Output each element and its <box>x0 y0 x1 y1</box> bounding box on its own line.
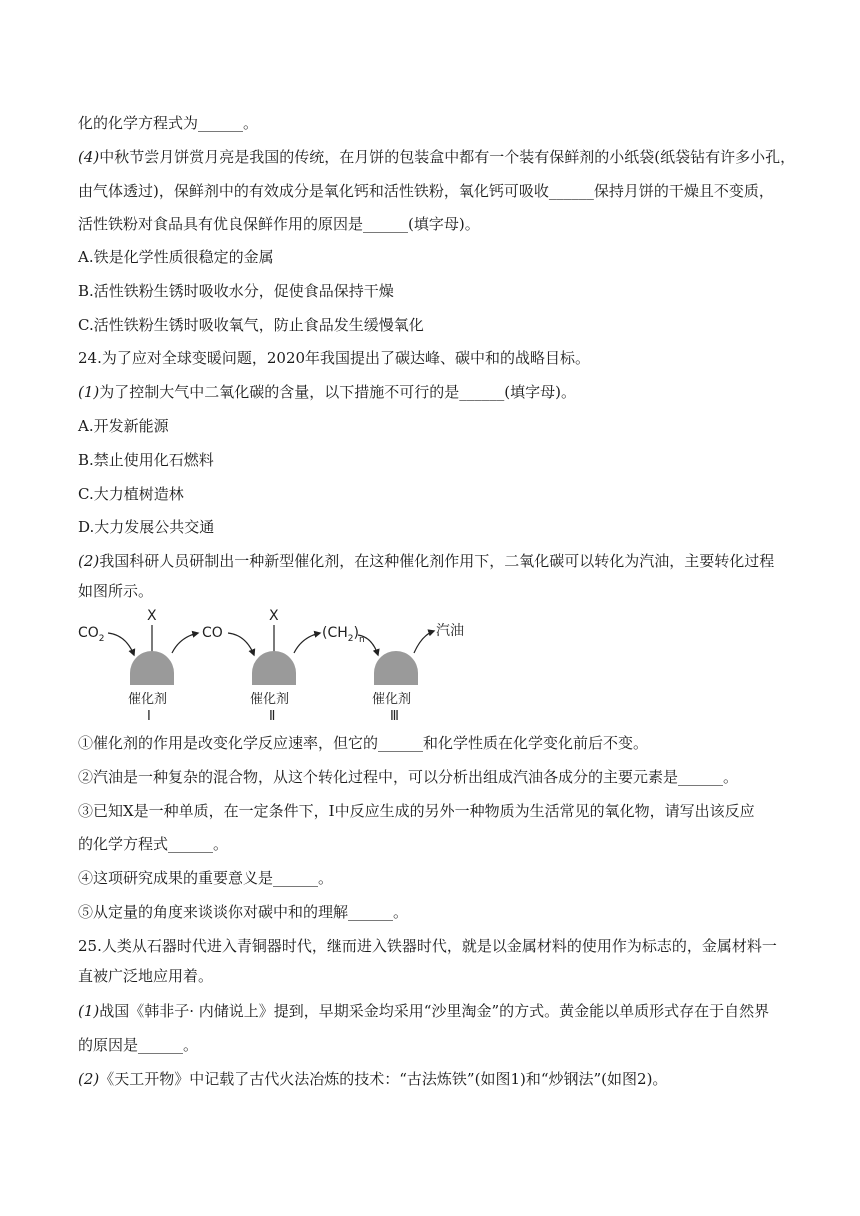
text-line: 如图所示。 <box>78 582 154 600</box>
option-line: C.大力植树造林 <box>78 485 184 503</box>
text-line: 活性铁粉对食品具有优良保鲜作用的原因是______(填字母)。 <box>78 215 480 233</box>
text-line: ③已知X是一种单质，在一定条件下，Ⅰ中反应生成的另外一种物质为生活常见的氧化物，请写出该反应 <box>78 802 755 820</box>
option-line: A.开发新能源 <box>78 417 169 435</box>
option-line: B.活性铁粉生锈时吸收水分，促使食品保持干燥 <box>78 282 394 300</box>
text-line: ④这项研究成果的重要意义是______。 <box>78 869 334 887</box>
x-label-2: X <box>269 608 279 624</box>
text-line: ①催化剂的作用是改变化学反应速率，但它的______和化学性质在化学变化前后不变。 <box>78 734 649 752</box>
catalyst-1-label: 催化剂 <box>128 692 168 707</box>
arrow-out-2 <box>294 633 320 653</box>
gasoline-label: 汽油 <box>436 623 464 639</box>
option-line: B.禁止使用化石燃料 <box>78 451 214 469</box>
x-label-1: X <box>147 608 157 624</box>
question-line: 直被广泛地应用着。 <box>78 967 214 985</box>
conversion-diagram <box>76 605 464 724</box>
option-line: A.铁是化学性质很稳定的金属 <box>78 248 274 266</box>
catalyst-3-label: 催化剂 <box>372 692 412 707</box>
arrow-in-2 <box>228 633 254 655</box>
step-2-label: Ⅱ <box>269 709 276 724</box>
question-line: 24.为了应对全球变暖问题，2020年我国提出了碳达峰、碳中和的战略目标。 <box>78 349 591 367</box>
catalyst-2-label: 催化剂 <box>250 692 290 707</box>
arrow-out-1 <box>172 633 198 653</box>
ch2-label: $(CH_2)_n$ <box>322 625 365 645</box>
step-3-label: Ⅲ <box>390 709 399 724</box>
arrow-out-3 <box>414 631 434 653</box>
text-line: (4)中秋节尝月饼赏月亮是我国的传统，在月饼的包装盒中都有一个装有保鲜剂的小纸袋(纸袋钻有许多小孔， <box>78 148 796 166</box>
arrow-in-1 <box>108 633 134 655</box>
option-line: D.大力发展公共交通 <box>78 518 215 536</box>
catalyst-3-dome <box>374 651 418 685</box>
step-1-label: Ⅰ <box>147 709 151 724</box>
text-line: ⑤从定量的角度来谈谈你对碳中和的理解______。 <box>78 903 409 921</box>
text-line: (1)为了控制大气中二氧化碳的含量，以下措施不可行的是______(填字母)。 <box>78 383 576 401</box>
catalyst-2-dome <box>252 651 296 685</box>
text-line: 的原因是______。 <box>78 1036 199 1054</box>
co-label: CO <box>202 625 223 641</box>
text-line: 的化学方程式______。 <box>78 835 229 853</box>
catalyst-1-dome <box>130 651 174 685</box>
question-line: 25.人类从石器时代进入青铜器时代，继而进入铁器时代，就是以金属材料的使用作为标志的，金属材料一 <box>78 937 777 955</box>
text-line: (2)《天工开物》中记载了古代火法冶炼的技术：“古法炼铁”(如图1)和“炒钢法”(如图2)。 <box>78 1070 668 1088</box>
text-line: 化的化学方程式为______。 <box>78 114 259 132</box>
option-line: C.活性铁粉生锈时吸收氧气，防止食品发生缓慢氧化 <box>78 316 424 334</box>
text-line: 由气体透过)，保鲜剂中的有效成分是氧化钙和活性铁粉，氧化钙可吸收______保持月饼的干燥且不变质， <box>78 182 774 200</box>
text-line: ②汽油是一种复杂的混合物，从这个转化过程中，可以分析出组成汽油各成分的主要元素是______。 <box>78 768 739 786</box>
co2-label: $CO_2$ <box>78 625 105 644</box>
text-line: (2)我国科研人员研制出一种新型催化剂，在这种催化剂作用下，二氧化碳可以转化为汽油，主要转化过程 <box>78 552 775 570</box>
text-line: (1)战国《韩非子· 内储说上》提到，早期采金均采用“沙里淘金”的方式。黄金能以单质形式存在于自然界 <box>78 1002 770 1020</box>
